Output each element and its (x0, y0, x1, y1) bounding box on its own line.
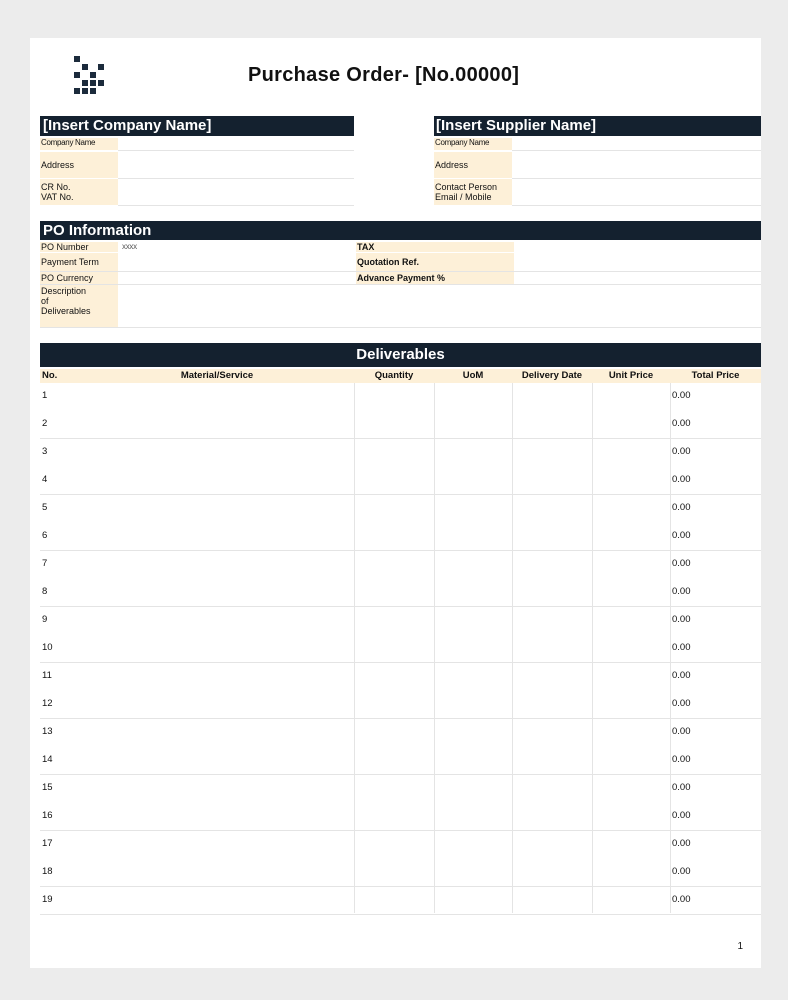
row-total-price: 0.00 (672, 614, 691, 625)
row-number: 18 (42, 866, 53, 877)
company-cr-vat-label: CR No. VAT No. (40, 179, 118, 205)
column-no: No. (40, 369, 82, 383)
row-total-price: 0.00 (672, 502, 691, 513)
row-number: 7 (42, 558, 48, 569)
po-currency-label: PO Currency (40, 272, 118, 284)
row-total-price: 0.00 (672, 530, 691, 541)
row-number: 8 (42, 586, 48, 597)
row-divider (40, 914, 761, 915)
row-number: 10 (42, 642, 53, 653)
po-number-label: PO Number (40, 242, 118, 252)
row-number: 4 (42, 474, 48, 485)
row-divider (40, 494, 761, 495)
column-total-price: Total Price (670, 369, 761, 383)
row-total-price: 0.00 (672, 446, 691, 457)
description-label: Description of Deliverables (40, 285, 118, 327)
payment-term-label: Payment Term (40, 253, 118, 271)
row-total-price: 0.00 (672, 474, 691, 485)
row-number: 12 (42, 698, 53, 709)
column-uom: UoM (434, 369, 512, 383)
deliverables-header: Deliverables (40, 343, 761, 367)
row-divider (40, 550, 761, 551)
row-number: 3 (42, 446, 48, 457)
row-divider (40, 606, 761, 607)
column-material-service: Material/Service (80, 369, 354, 383)
row-divider (40, 774, 761, 775)
po-information-header: PO Information (40, 221, 761, 240)
row-number: 5 (42, 502, 48, 513)
row-number: 6 (42, 530, 48, 541)
row-divider (40, 438, 761, 439)
supplier-name-header: [Insert Supplier Name] (434, 116, 761, 136)
row-total-price: 0.00 (672, 754, 691, 765)
column-delivery-date: Delivery Date (512, 369, 592, 383)
supplier-company-label: Company Name (434, 138, 512, 150)
row-number: 2 (42, 418, 48, 429)
company-name-label: Company Name (40, 138, 118, 150)
document-title: Purchase Order- [No.00000] (248, 64, 520, 86)
po-number-value: xxxx (122, 242, 137, 251)
row-number: 16 (42, 810, 53, 821)
row-number: 19 (42, 894, 53, 905)
row-total-price: 0.00 (672, 838, 691, 849)
supplier-contact-label: Contact Person Email / Mobile (434, 179, 512, 205)
supplier-address-label: Address (434, 152, 512, 178)
tax-label: TAX (356, 242, 514, 252)
company-logo (74, 56, 114, 100)
row-number: 9 (42, 614, 48, 625)
row-total-price: 0.00 (672, 390, 691, 401)
row-total-price: 0.00 (672, 698, 691, 709)
quotation-ref-label: Quotation Ref. (356, 253, 514, 271)
column-unit-price: Unit Price (592, 369, 670, 383)
page-number: 1 (737, 941, 743, 952)
row-number: 13 (42, 726, 53, 737)
row-total-price: 0.00 (672, 810, 691, 821)
row-number: 15 (42, 782, 53, 793)
row-total-price: 0.00 (672, 642, 691, 653)
row-total-price: 0.00 (672, 670, 691, 681)
row-total-price: 0.00 (672, 558, 691, 569)
row-total-price: 0.00 (672, 782, 691, 793)
company-address-label: Address (40, 152, 118, 178)
row-total-price: 0.00 (672, 866, 691, 877)
row-divider (40, 662, 761, 663)
row-number: 11 (42, 670, 52, 681)
advance-payment-label: Advance Payment % (356, 272, 514, 284)
row-total-price: 0.00 (672, 586, 691, 597)
row-number: 14 (42, 754, 53, 765)
company-name-header: [Insert Company Name] (40, 116, 354, 136)
row-number: 1 (42, 390, 48, 401)
row-number: 17 (42, 838, 53, 849)
row-total-price: 0.00 (672, 726, 691, 737)
row-total-price: 0.00 (672, 418, 691, 429)
row-divider (40, 886, 761, 887)
row-total-price: 0.00 (672, 894, 691, 905)
row-divider (40, 830, 761, 831)
document-page (30, 38, 761, 968)
column-quantity: Quantity (354, 369, 434, 383)
row-divider (40, 718, 761, 719)
